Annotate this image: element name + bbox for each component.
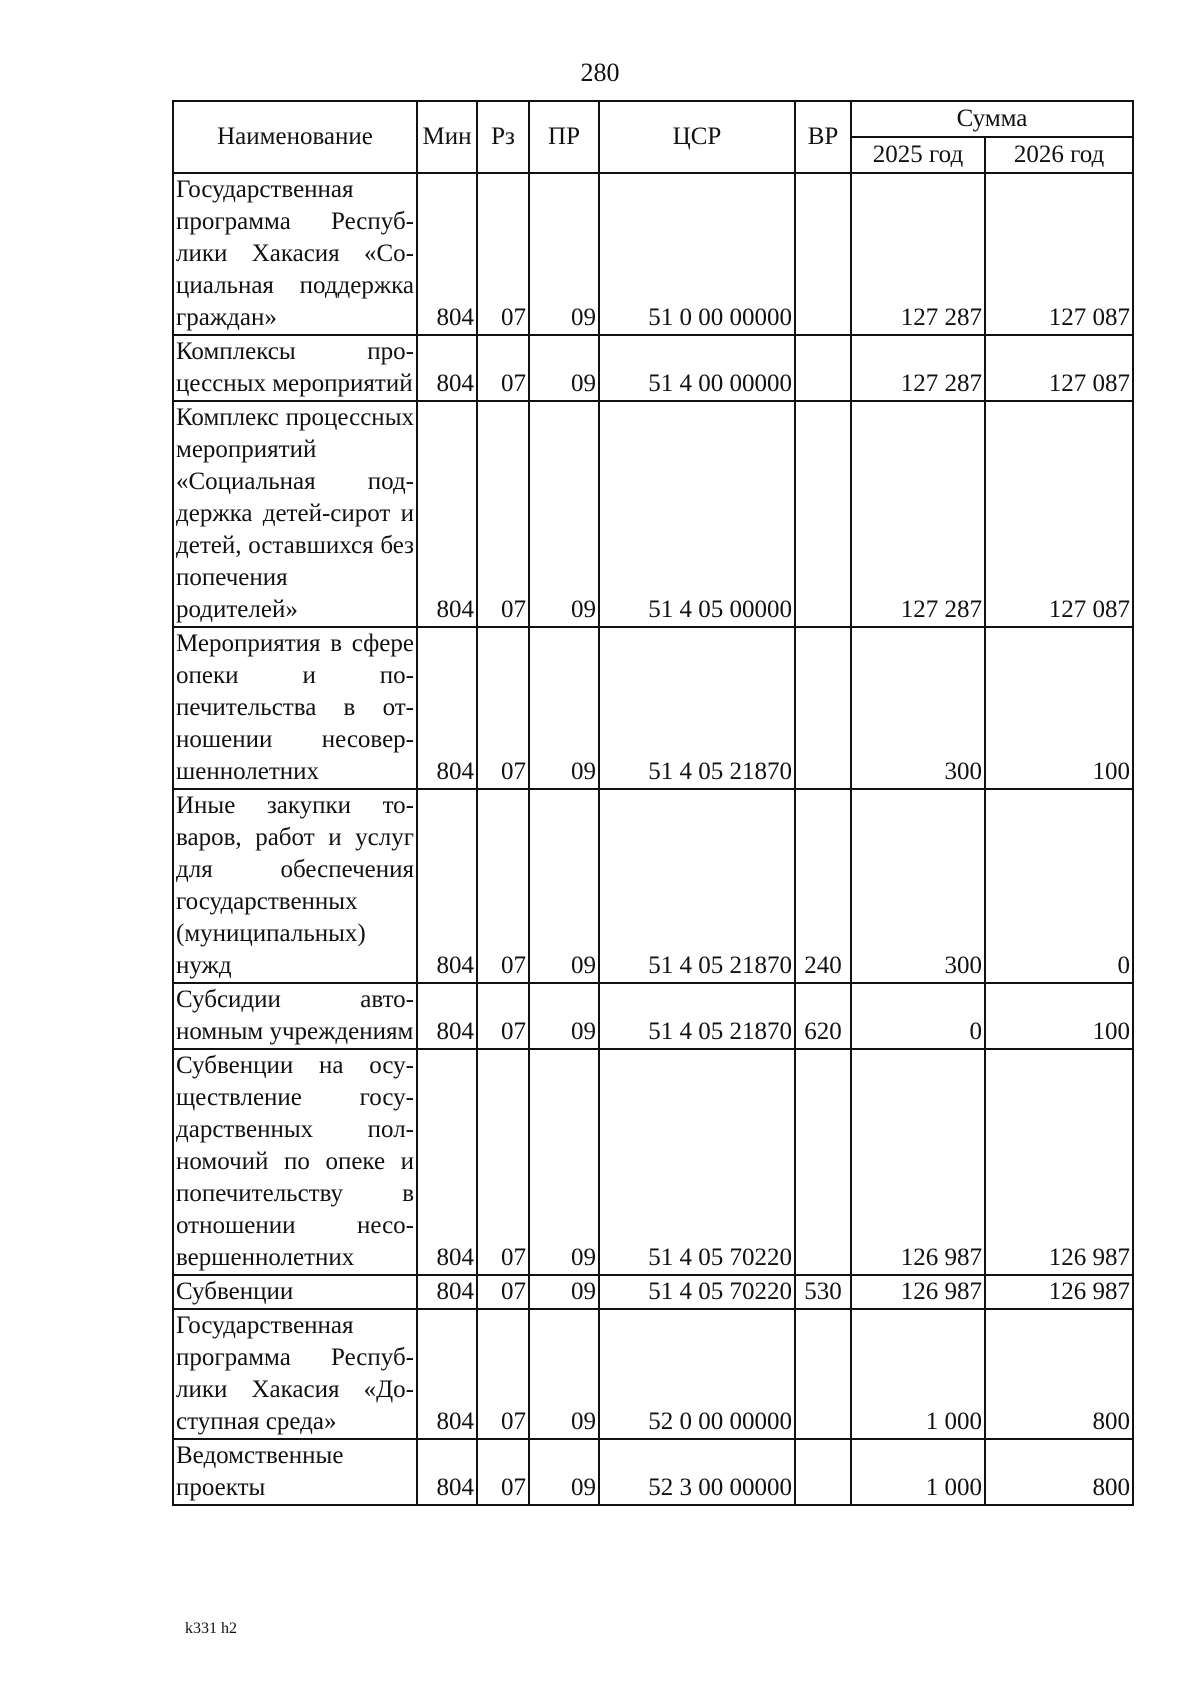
budget-table	[172, 100, 1134, 1506]
table-row	[173, 983, 1133, 1049]
footer-code: k331 h2	[185, 1620, 237, 1637]
header-vr: ВР	[795, 101, 851, 173]
cell-pr: 09	[529, 983, 599, 1049]
header-pr: ПР	[529, 101, 599, 173]
table-row	[173, 789, 1133, 983]
cell-rz: 07	[477, 173, 529, 335]
cell-vr: 240	[795, 789, 851, 983]
cell-rz: 07	[477, 1275, 529, 1309]
table-body	[173, 173, 1133, 1505]
cell-2026: 127 087	[985, 401, 1133, 627]
cell-csr: 51 4 05 21870	[599, 983, 795, 1049]
cell-min: 804	[417, 1309, 477, 1439]
cell-2026: 0	[985, 789, 1133, 983]
cell-min: 804	[417, 401, 477, 627]
cell-rz: 07	[477, 789, 529, 983]
cell-name: Субвенции	[173, 1275, 417, 1309]
cell-vr	[795, 1309, 851, 1439]
cell-rz: 07	[477, 1439, 529, 1505]
cell-csr: 51 4 05 00000	[599, 401, 795, 627]
cell-csr: 51 4 05 70220	[599, 1275, 795, 1309]
cell-2026: 800	[985, 1439, 1133, 1505]
cell-2025: 1 000	[851, 1439, 985, 1505]
cell-vr: 620	[795, 983, 851, 1049]
page-number: 280	[580, 58, 620, 87]
header-csr: ЦСР	[599, 101, 795, 173]
header-name: Наименование	[173, 101, 417, 173]
cell-name: Государственная программа Республики Хакасия «Доступная среда»	[173, 1309, 417, 1439]
cell-pr: 09	[529, 1275, 599, 1309]
table-row	[173, 1309, 1133, 1439]
cell-pr: 09	[529, 1309, 599, 1439]
cell-min: 804	[417, 627, 477, 789]
cell-name: Ведомственные проекты	[173, 1439, 417, 1505]
cell-2025: 1 000	[851, 1309, 985, 1439]
cell-pr: 09	[529, 789, 599, 983]
cell-2025: 126 987	[851, 1049, 985, 1275]
header-sum: Сумма	[851, 101, 1133, 137]
cell-vr	[795, 173, 851, 335]
cell-name: Иные закупки товаров, работ и услуг для обеспечения государственных (муниципальных) нужд	[173, 789, 417, 983]
header-min: Мин	[417, 101, 477, 173]
cell-rz: 07	[477, 983, 529, 1049]
cell-pr: 09	[529, 627, 599, 789]
cell-rz: 07	[477, 1309, 529, 1439]
cell-2025: 0	[851, 983, 985, 1049]
cell-csr: 51 4 05 21870	[599, 627, 795, 789]
cell-csr: 51 0 00 00000	[599, 173, 795, 335]
cell-rz: 07	[477, 401, 529, 627]
cell-2026: 127 087	[985, 335, 1133, 401]
cell-name: Субвенции на осуществление государственных полномочий по опеке и попечительству в отношении несовершеннолетних	[173, 1049, 417, 1275]
cell-vr	[795, 1049, 851, 1275]
cell-min: 804	[417, 1275, 477, 1309]
header-year-2026: 2026 год	[985, 137, 1133, 173]
cell-csr: 52 3 00 00000	[599, 1439, 795, 1505]
cell-2025: 127 287	[851, 335, 985, 401]
cell-csr: 51 4 05 70220	[599, 1049, 795, 1275]
cell-name: Государственная программа Республики Хакасия «Социальная поддержка граждан»	[173, 173, 417, 335]
cell-vr	[795, 1439, 851, 1505]
cell-2026: 126 987	[985, 1049, 1133, 1275]
table-row	[173, 627, 1133, 789]
cell-vr: 530	[795, 1275, 851, 1309]
cell-min: 804	[417, 1049, 477, 1275]
table-row	[173, 335, 1133, 401]
cell-2025: 127 287	[851, 173, 985, 335]
cell-name: Мероприятия в сфере опеки и попечительства в отношении несовершеннолетних	[173, 627, 417, 789]
cell-2026: 800	[985, 1309, 1133, 1439]
cell-2025: 126 987	[851, 1275, 985, 1309]
table-row	[173, 1275, 1133, 1309]
cell-pr: 09	[529, 401, 599, 627]
cell-pr: 09	[529, 1439, 599, 1505]
cell-min: 804	[417, 335, 477, 401]
cell-min: 804	[417, 173, 477, 335]
table-row	[173, 1439, 1133, 1505]
table-row	[173, 173, 1133, 335]
cell-2026: 127 087	[985, 173, 1133, 335]
cell-rz: 07	[477, 1049, 529, 1275]
table-row	[173, 1049, 1133, 1275]
cell-pr: 09	[529, 173, 599, 335]
cell-rz: 07	[477, 335, 529, 401]
cell-vr	[795, 401, 851, 627]
table-header	[173, 101, 1133, 173]
cell-name: Субсидии автономным учреждениям	[173, 983, 417, 1049]
cell-min: 804	[417, 789, 477, 983]
header-year-2025: 2025 год	[851, 137, 985, 173]
header-rz: Рз	[477, 101, 529, 173]
cell-name: Комплекс процессных мероприятий «Социальная поддержка детей-сирот и детей, оставшихся без попечения родителей»	[173, 401, 417, 627]
cell-name: Комплексы процессных мероприятий	[173, 335, 417, 401]
cell-csr: 51 4 05 21870	[599, 789, 795, 983]
cell-min: 804	[417, 1439, 477, 1505]
cell-2026: 126 987	[985, 1275, 1133, 1309]
cell-pr: 09	[529, 1049, 599, 1275]
table-row	[173, 401, 1133, 627]
cell-2026: 100	[985, 983, 1133, 1049]
cell-2025: 300	[851, 627, 985, 789]
cell-vr	[795, 627, 851, 789]
cell-pr: 09	[529, 335, 599, 401]
cell-rz: 07	[477, 627, 529, 789]
cell-min: 804	[417, 983, 477, 1049]
cell-csr: 52 0 00 00000	[599, 1309, 795, 1439]
cell-vr	[795, 335, 851, 401]
cell-2026: 100	[985, 627, 1133, 789]
cell-csr: 51 4 00 00000	[599, 335, 795, 401]
cell-2025: 300	[851, 789, 985, 983]
cell-2025: 127 287	[851, 401, 985, 627]
